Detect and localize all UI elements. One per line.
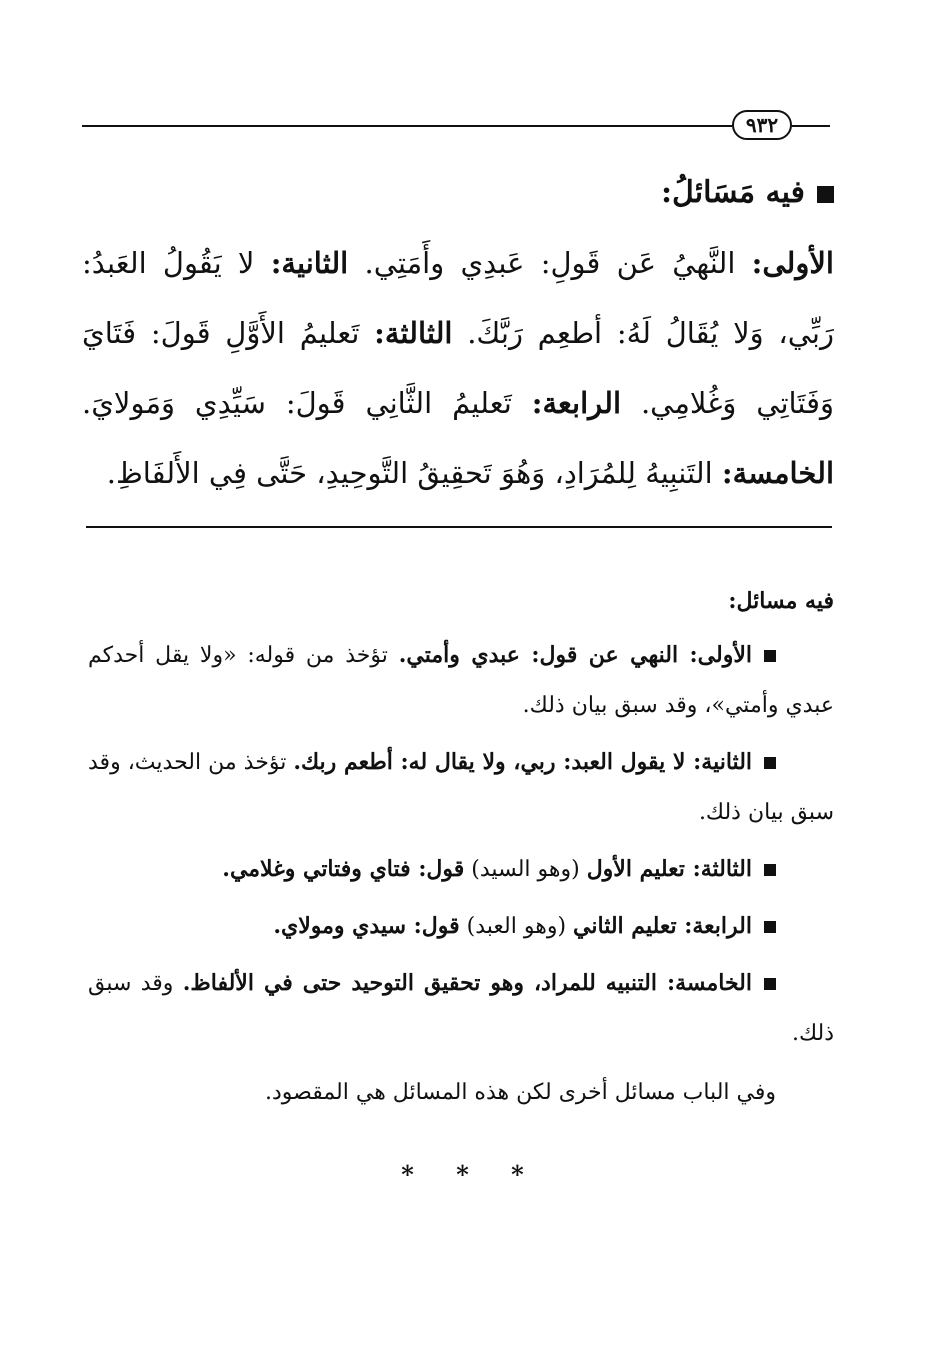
matn-heading-text: فيه مَسَائلُ: xyxy=(660,175,805,210)
matn-label-5: الخامسة: xyxy=(721,456,834,490)
sharh-item-1-label: الأولى: النهي عن قول: عبدي وأمتي. xyxy=(398,642,752,668)
matn-text-3: تَعليمُ الأَوَّلِ قَولَ: فَتَايَ وَفَتَاتِي وَغُلامِي. xyxy=(82,316,834,420)
square-bullet-icon xyxy=(764,921,776,933)
matn-section xyxy=(82,170,834,508)
section-divider xyxy=(86,526,832,528)
header-rule xyxy=(82,125,732,127)
matn-text-5: التَنبِيهُ لِلمُرَادِ، وَهُوَ تَحقِيقُ التَّوحِيدِ، حَتَّى فِي الأَلفَاظِ. xyxy=(106,456,722,490)
sharh-item-5-text: وقد سبق ذلك. xyxy=(88,971,834,1046)
sharh-item-5 xyxy=(88,958,834,1059)
matn-label-1: الأولى: xyxy=(751,246,834,280)
header-rule-right xyxy=(792,125,830,127)
matn-label-3: الثالثة: xyxy=(374,316,453,350)
sharh-item-4-text: (وهو العبد) xyxy=(459,914,574,939)
sharh-item-4-label2: قول: سيدي ومولاي. xyxy=(273,913,460,939)
sharh-item-3-label2: قول: فتاي وفتاتي وغلامي. xyxy=(222,856,465,882)
page-number: ٩٣٢ xyxy=(732,110,792,140)
square-bullet-icon xyxy=(764,864,776,876)
asterisk-icon: * xyxy=(401,1160,414,1189)
asterisk-icon: * xyxy=(511,1160,524,1189)
sharh-section xyxy=(88,582,834,1113)
page-header xyxy=(82,108,830,144)
sharh-item-4 xyxy=(88,901,834,952)
sharh-item-2 xyxy=(88,737,834,838)
sharh-item-2-text: تؤخذ من الحديث، وقد سبق بيان ذلك. xyxy=(88,750,834,825)
square-bullet-icon xyxy=(817,186,834,203)
asterisk-icon: * xyxy=(456,1160,469,1189)
sharh-item-1-text: تؤخذ من قوله: «ولا يقل أحدكم عبدي وأمتي»، وقد سبق بيان ذلك. xyxy=(88,643,834,718)
sharh-item-3-label: الثالثة: تعليم الأول xyxy=(586,856,752,882)
sharh-item-4-label: الرابعة: تعليم الثاني xyxy=(573,913,752,939)
sharh-item-2-label: الثانية: لا يقول العبد: ربي، ولا يقال له: أطعم ربك. xyxy=(293,749,753,775)
sharh-item-1 xyxy=(88,630,834,731)
sharh-item-5-label: الخامسة: التنبيه للمراد، وهو تحقيق التوحيد حتى في الألفاظ. xyxy=(182,970,752,996)
matn-heading xyxy=(82,170,834,216)
square-bullet-icon xyxy=(764,978,776,990)
matn-label-2: الثانية: xyxy=(270,246,349,280)
sharh-item-3-text: (وهو السيد) xyxy=(464,857,587,882)
sharh-title: فيه مسائل: xyxy=(728,588,834,614)
asterism-divider xyxy=(0,1160,925,1189)
matn-text-4: تَعليمُ الثَّانِي قَولَ: سَيِّدِي وَمَولايَ. xyxy=(82,386,532,420)
matn-text-1: النَّهيُ عَن قَولِ: عَبدِي وأَمَتِي. xyxy=(364,246,752,280)
matn-text-2: لا يَقُولُ العَبدُ: رَبِّي، وَلا يُقَالُ لَهُ: أطعِم رَبَّكَ. xyxy=(82,246,834,350)
matn-body xyxy=(82,228,834,508)
sharh-item-3 xyxy=(88,844,834,895)
square-bullet-icon xyxy=(764,757,776,769)
matn-label-4: الرابعة: xyxy=(531,386,622,420)
sharh-closing: وفي الباب مسائل أخرى لكن هذه المسائل هي المقصود. xyxy=(264,1080,776,1105)
square-bullet-icon xyxy=(764,650,776,662)
